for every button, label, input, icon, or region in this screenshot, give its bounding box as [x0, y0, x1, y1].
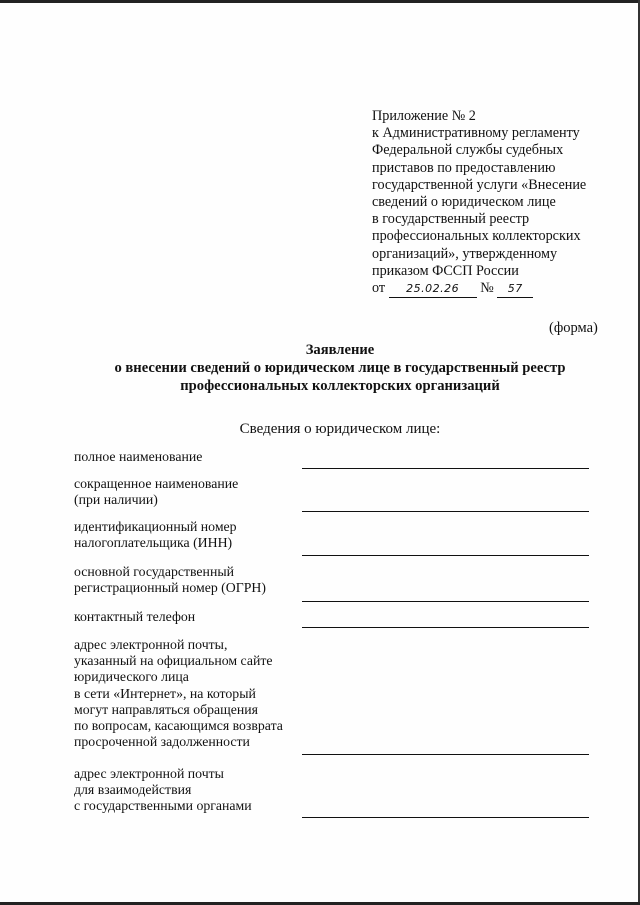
appendix-line: Приложение № 2	[372, 108, 476, 124]
appendix-line: Федеральной службы судебных	[372, 142, 564, 159]
appendix-line: в государственный реестр	[372, 211, 530, 228]
field-label	[74, 609, 299, 625]
title-line-3: профессиональных коллекторских организаций	[180, 378, 500, 395]
email-debt-input-line[interactable]	[302, 754, 589, 755]
short-name-input-line[interactable]	[302, 511, 589, 512]
field-full-name	[74, 449, 619, 473]
field-phone	[74, 609, 619, 633]
field-label-line: в сети «Интернет», на который	[74, 685, 256, 701]
appendix-line: приставов по предоставлению	[372, 159, 556, 176]
phone-input-line[interactable]	[302, 627, 589, 628]
appendix-block	[372, 108, 622, 298]
title-line-1: Заявление	[305, 342, 375, 358]
appendix-line: государственной услуги «Внесение	[372, 176, 587, 193]
appendix-line: к Административному регламенту	[372, 125, 580, 142]
field-label	[74, 637, 299, 750]
field-email-gov	[74, 766, 619, 822]
field-email-debt	[74, 637, 619, 759]
field-label	[74, 564, 299, 596]
title-line-2: о внесении сведений о юридическом лице в государственный реестр	[114, 360, 566, 377]
appendix-line: профессиональных коллекторских	[372, 228, 581, 245]
ogrn-input-line[interactable]	[302, 601, 589, 602]
appendix-line: сведений о юридическом лице	[372, 194, 556, 211]
field-ogrn	[74, 564, 619, 604]
field-label-line: юридического лица	[74, 669, 189, 685]
field-label-line: адрес электронной почты,	[74, 637, 228, 652]
date-prefix: от	[372, 280, 386, 297]
number-prefix: №	[480, 280, 494, 297]
field-label-line: с государственными органами	[74, 798, 252, 814]
field-label-line: адрес электронной почты	[74, 766, 224, 781]
field-label-line: регистрационный номер (ОГРН)	[74, 580, 266, 596]
field-label	[74, 449, 299, 465]
field-short-name	[74, 476, 619, 516]
section-heading: Сведения о юридическом лице:	[239, 421, 441, 437]
field-label-line: могут направляться обращения	[74, 701, 259, 717]
appendix-date-row	[372, 280, 622, 298]
inn-input-line[interactable]	[302, 555, 589, 556]
field-label-line: сокращенное наименование	[74, 476, 239, 491]
field-label	[74, 766, 299, 815]
field-label	[74, 519, 299, 551]
field-label-line: налогоплательщика (ИНН)	[74, 535, 233, 551]
order-number-handwritten: 57	[497, 280, 533, 298]
scan-edge-top	[0, 0, 640, 3]
field-label-line: контактный телефон	[74, 609, 196, 624]
field-label-line: основной государственный	[74, 564, 234, 579]
appendix-line: приказом ФССП России	[372, 262, 519, 279]
document-title	[60, 341, 620, 396]
field-inn	[74, 519, 619, 559]
field-label-line: просроченной задолженности	[74, 734, 250, 750]
form-label: (форма)	[549, 320, 598, 336]
order-date-handwritten: 25.02.26	[389, 280, 477, 298]
field-label-line: полное наименование	[74, 449, 203, 464]
email-gov-input-line[interactable]	[302, 817, 589, 818]
field-label	[74, 476, 299, 508]
field-label-line: идентификационный номер	[74, 519, 237, 534]
full-name-input-line[interactable]	[302, 468, 589, 469]
field-label-line: для взаимодействия	[74, 782, 192, 798]
field-label-line: по вопросам, касающимся возврата	[74, 718, 283, 734]
field-label-line: (при наличии)	[74, 492, 158, 508]
appendix-line: организаций», утвержденному	[372, 245, 558, 262]
field-label-line: указанный на официальном сайте	[74, 653, 273, 669]
